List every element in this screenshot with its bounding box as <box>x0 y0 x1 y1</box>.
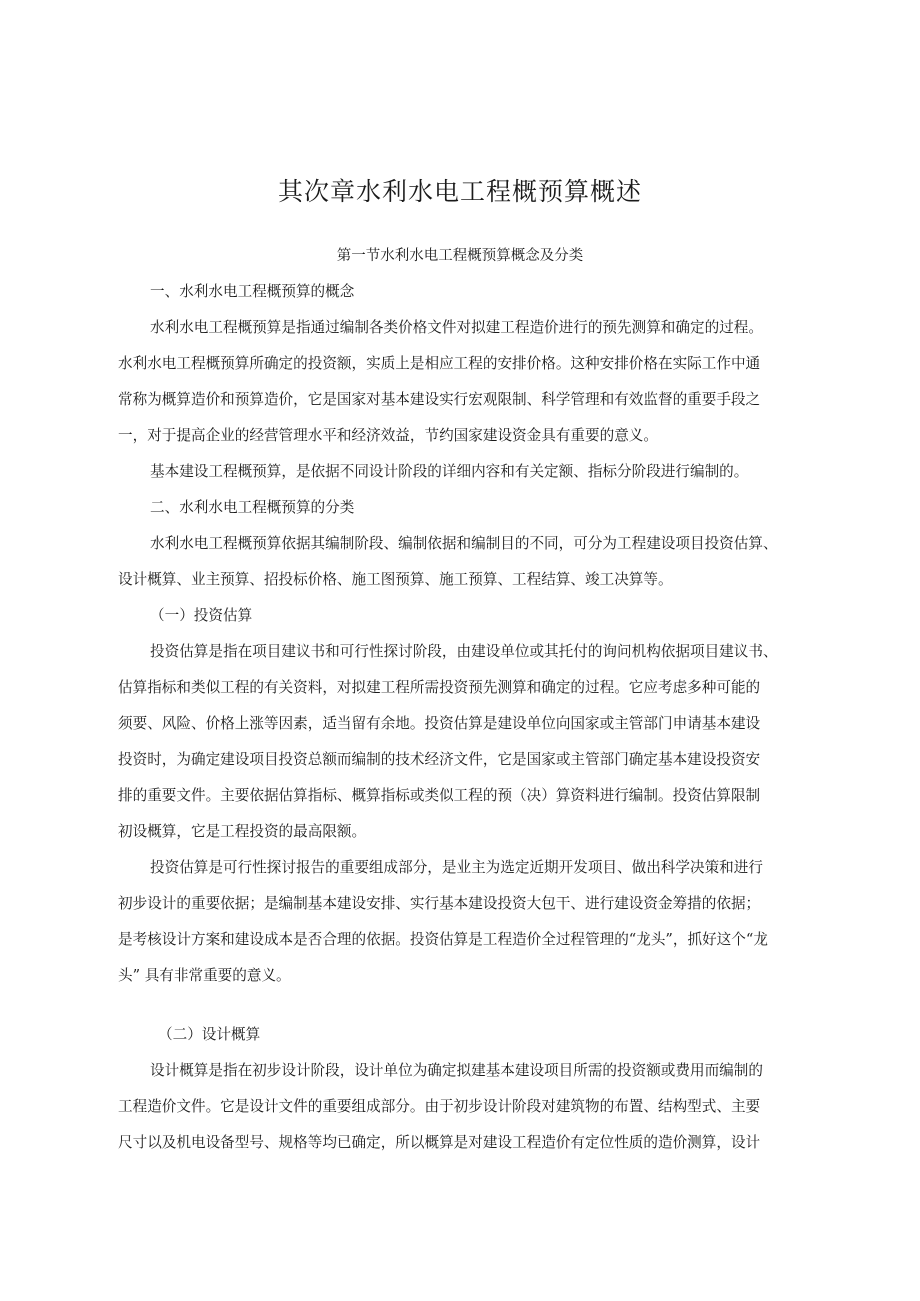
paragraph-line: 初设概算，它是工程投资的最高限额。 <box>118 823 367 840</box>
paragraph-line: 投资估算是指在项目建议书和可行性探讨阶段，由建设单位或其托付的询问机构依据项目建议书、 <box>150 643 778 660</box>
paragraph-line: 常称为概算造价和预算造价，它是国家对基本建设实行宏观限制、科学管理和有效监督的重要手段之 <box>118 391 761 408</box>
paragraph-line: 须要、风险、价格上涨等因素，适当留有余地。投资估算是建设单位向国家或主管部门申请基本建设 <box>118 715 761 732</box>
paragraph-line: 设计概算是指在初步设计阶段，设计单位为确定拟建基本建设项目所需的投资额或费用而编制的 <box>150 1062 763 1079</box>
heading-classification: 二、水利水电工程概预算的分类 <box>150 499 355 516</box>
paragraph-line: 水利水电工程概预算是指通过编制各类价格文件对拟建工程造价进行的预先测算和确定的过程。 <box>150 319 763 336</box>
paragraph-line: 水利水电工程概预算所确定的投资额，实质上是相应工程的安排价格。这种安排价格在实际工作中通 <box>118 355 761 372</box>
paragraph-line: 头” 具有非常重要的意义。 <box>118 967 291 984</box>
paragraph-line: 设计概算、业主预算、招投标价格、施工图预算、施工预算、工程结算、竣工决算等。 <box>118 571 673 588</box>
paragraph-line: 投资估算是可行性探讨报告的重要组成部分，是业主为选定近期开发项目、做出科学决策和进行 <box>150 859 763 876</box>
section-title: 第一节水利水电工程概预算概念及分类 <box>336 248 584 264</box>
paragraph-line: 尺寸以及机电设备型号、规格等均已确定，所以概算是对建设工程造价有定位性质的造价测算，设计 <box>118 1134 761 1151</box>
paragraph-line: 水利水电工程概预算依据其编制阶段、编制依据和编制目的不同，可分为工程建设项目投资估算、 <box>150 535 778 552</box>
paragraph-line: 是考核设计方案和建设成本是否合理的依据。投资估算是工程造价全过程管理的“龙头”，抓好这个“龙 <box>118 931 768 948</box>
heading-concept: 一、水利水电工程概预算的概念 <box>150 283 355 300</box>
paragraph-line: 基本建设工程概预算，是依据不同设计阶段的详细内容和有关定额、指标分阶段进行编制的。 <box>150 463 749 480</box>
sub-heading-investment-estimate: （一）投资估算 <box>150 607 253 624</box>
paragraph-line: 投资时，为确定建设项目投资总额而编制的技术经济文件，它是国家或主管部门确定基本建设投资安 <box>118 751 761 768</box>
paragraph-line: 排的重要文件。主要依据估算指标、概算指标或类似工程的预（决）算资料进行编制。投资估算限制 <box>118 787 761 804</box>
paragraph-line: 一，对于提高企业的经营管理水平和经济效益，节约国家建设资金具有重要的意义。 <box>118 427 658 444</box>
paragraph-line: 估算指标和类似工程的有关资料，对拟建工程所需投资预先测算和确定的过程。它应考虑多种可能的 <box>118 679 761 696</box>
chapter-title: 其次章水利水电工程概预算概述 <box>277 177 642 206</box>
paragraph-line: 初步设计的重要依据；是编制基本建设安排、实行基本建设投资大包干、进行建设资金筹措的依据； <box>118 895 761 912</box>
sub-heading-design-estimate: （二）设计概算 <box>158 1026 261 1043</box>
paragraph-line: 工程造价文件。它是设计文件的重要组成部分。由于初步设计阶段对建筑物的布置、结构型式、主要 <box>118 1098 761 1115</box>
